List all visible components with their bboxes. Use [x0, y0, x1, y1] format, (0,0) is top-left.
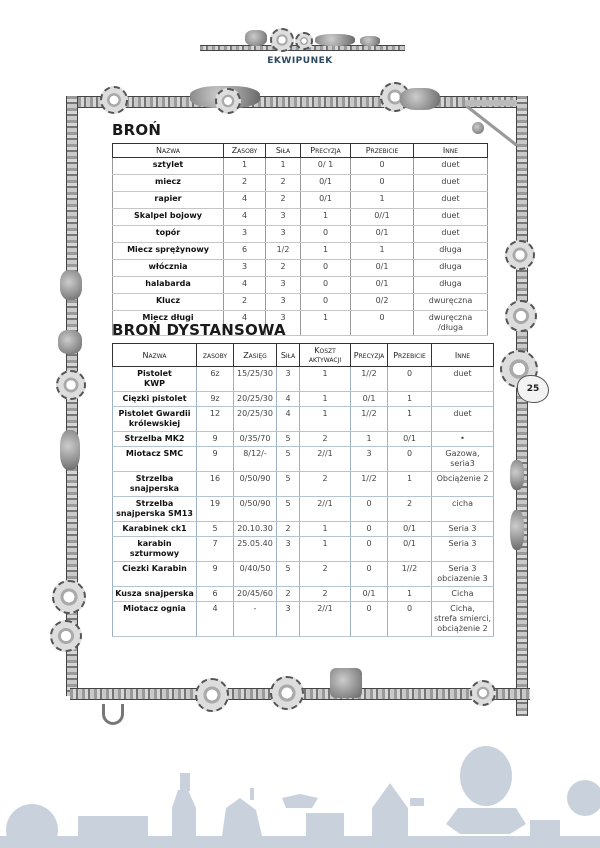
stat-cell: 4 — [224, 209, 266, 226]
stat-cell: Seria 3 — [432, 522, 494, 537]
table-row — [113, 367, 494, 392]
stat-cell: Cicha, strefa smierci, obciążenie 2 — [432, 602, 494, 637]
stat-cell: 0/1 — [301, 192, 351, 209]
table-row — [113, 260, 488, 277]
column-header: Koszt aktywacji — [300, 344, 351, 367]
stat-cell: 4 — [224, 311, 266, 336]
stat-cell: - — [234, 602, 277, 637]
stat-cell: 5 — [277, 562, 300, 587]
stat-cell: 5 — [277, 472, 300, 497]
weapon-name-cell: Pistolet KWP — [113, 367, 197, 392]
stat-cell: 3 — [224, 226, 266, 243]
table-row — [113, 209, 488, 226]
weapon-name-cell: sztylet — [113, 158, 224, 175]
stat-cell: 1 — [300, 522, 351, 537]
stat-cell: 1 — [300, 392, 351, 407]
stat-cell: 1//2 — [388, 562, 432, 587]
stat-cell: 1 — [351, 243, 414, 260]
stat-cell: 4 — [224, 192, 266, 209]
stat-cell: 2 — [266, 260, 301, 277]
stat-cell: Obciążenie 2 — [432, 472, 494, 497]
stat-cell: 3 — [351, 447, 388, 472]
table-row — [113, 522, 494, 537]
stat-cell: 1 — [388, 407, 432, 432]
stat-cell: 3 — [266, 311, 301, 336]
table-row — [113, 602, 494, 637]
stat-cell: 1 — [388, 587, 432, 602]
stat-cell: 9 — [197, 447, 234, 472]
stat-cell: 0/1 — [388, 537, 432, 562]
page-number-badge: 25 — [517, 375, 549, 403]
stat-cell: duet — [414, 175, 488, 192]
ranged-section-title: BROŃ DYSTANSOWA — [112, 321, 286, 339]
stat-cell: 2//1 — [300, 447, 351, 472]
stat-cell: 9z — [197, 392, 234, 407]
table-row — [113, 277, 488, 294]
gear-silhouette — [6, 804, 58, 848]
stat-cell: 0/ 1 — [301, 158, 351, 175]
stat-cell: 0/40/50 — [234, 562, 277, 587]
stat-cell: 0/1 — [301, 175, 351, 192]
weapon-name-cell: Strzelba snajperska — [113, 472, 197, 497]
stat-cell: 2 — [300, 562, 351, 587]
stat-cell: 4 — [277, 407, 300, 432]
table-row — [113, 497, 494, 522]
column-header: Inne — [432, 344, 494, 367]
table-header-row — [113, 144, 488, 158]
table-row — [113, 392, 494, 407]
stat-cell: 1 — [300, 367, 351, 392]
stat-cell: Cicha — [432, 587, 494, 602]
stat-cell: 1/2 — [266, 243, 301, 260]
stat-cell: 5 — [277, 432, 300, 447]
weapon-name-cell: włócznia — [113, 260, 224, 277]
stat-cell: 0/1 — [388, 522, 432, 537]
table-row — [113, 226, 488, 243]
weapon-name-cell: Karabinek ck1 — [113, 522, 197, 537]
stat-cell: 2 — [388, 497, 432, 522]
stat-cell: 3 — [277, 537, 300, 562]
stat-cell: 2 — [266, 175, 301, 192]
column-header: Nazwa — [113, 344, 197, 367]
table-row — [113, 432, 494, 447]
table-row — [113, 472, 494, 497]
stat-cell: 2 — [224, 175, 266, 192]
stat-cell: 1 — [351, 432, 388, 447]
stat-cell: 16 — [197, 472, 234, 497]
stat-cell: 1 — [301, 311, 351, 336]
stat-cell: 0 — [301, 277, 351, 294]
stat-cell: duet — [414, 192, 488, 209]
stat-cell: 0 — [301, 226, 351, 243]
stat-cell: 0/50/90 — [234, 497, 277, 522]
stat-cell: 0/1 — [388, 432, 432, 447]
stat-cell: 2 — [266, 192, 301, 209]
stat-cell: długa — [414, 277, 488, 294]
stat-cell: 4 — [224, 277, 266, 294]
stat-cell: 6 — [197, 587, 234, 602]
stat-cell: 0 — [388, 367, 432, 392]
weapon-name-cell: Ciezki Karabin — [113, 562, 197, 587]
stat-cell: 0 — [351, 175, 414, 192]
table-header-row — [113, 344, 494, 367]
page-header-title: EKWIPUNEK — [267, 56, 333, 66]
stat-cell: dwuręczna /długa — [414, 311, 488, 336]
stat-cell: 19 — [197, 497, 234, 522]
stat-cell: 2 — [300, 587, 351, 602]
weapon-name-cell: Miecz długi — [113, 311, 224, 336]
stat-cell: 0//1 — [351, 209, 414, 226]
weapon-name-cell: miecz — [113, 175, 224, 192]
stat-cell: 3 — [266, 226, 301, 243]
stat-cell: 1 — [388, 472, 432, 497]
stat-cell: 4 — [277, 392, 300, 407]
stat-cell: 1//2 — [351, 472, 388, 497]
stat-cell: 2//1 — [300, 602, 351, 637]
column-header: Siła — [266, 144, 301, 158]
table-row — [113, 243, 488, 260]
stat-cell: długa — [414, 243, 488, 260]
stat-cell: 0/50/90 — [234, 472, 277, 497]
stat-cell: duet — [414, 209, 488, 226]
weapon-name-cell: Miotacz ognia — [113, 602, 197, 637]
stat-cell: 7 — [197, 537, 234, 562]
stat-cell: 0 — [388, 602, 432, 637]
weapon-name-cell: Cięzki pistolet — [113, 392, 197, 407]
stat-cell: 0/1 — [351, 277, 414, 294]
stat-cell: Seria 3 obciazenie 3 — [432, 562, 494, 587]
stat-cell: 3 — [266, 294, 301, 311]
stat-cell: 2 — [224, 294, 266, 311]
stat-cell: 3 — [266, 277, 301, 294]
weapon-name-cell: Miecz sprężynowy — [113, 243, 224, 260]
stat-cell: 1 — [351, 192, 414, 209]
stat-cell: 0 — [301, 260, 351, 277]
stat-cell: 1 — [300, 537, 351, 562]
stat-cell: duet — [432, 367, 494, 392]
weapon-name-cell: Klucz — [113, 294, 224, 311]
stat-cell: długa — [414, 260, 488, 277]
stat-cell: 0 — [351, 158, 414, 175]
stat-cell: 6 — [224, 243, 266, 260]
weapon-name-cell: Pistolet Gwardii królewskiej — [113, 407, 197, 432]
column-header: Precyzja — [301, 144, 351, 158]
table-row — [113, 447, 494, 472]
stat-cell: 20/45/60 — [234, 587, 277, 602]
stat-cell: 0 — [388, 447, 432, 472]
stat-cell: 0/1 — [351, 392, 388, 407]
table-row — [113, 175, 488, 192]
stat-cell: Seria 3 — [432, 537, 494, 562]
stat-cell: 1 — [266, 158, 301, 175]
stat-cell: duet — [432, 407, 494, 432]
stat-cell: 3 — [224, 260, 266, 277]
weapon-name-cell: karabin szturmowy — [113, 537, 197, 562]
table-row — [113, 407, 494, 432]
stat-cell: 2 — [277, 587, 300, 602]
weapon-name-cell: Miotacz SMC — [113, 447, 197, 472]
melee-weapons-table — [112, 143, 488, 336]
column-header: Zasoby — [224, 144, 266, 158]
stat-cell: 3 — [266, 209, 301, 226]
stat-cell: 5 — [277, 497, 300, 522]
stat-cell: 0 — [351, 522, 388, 537]
stat-cell: duet — [414, 226, 488, 243]
weapon-name-cell: Strzelba MK2 — [113, 432, 197, 447]
stat-cell: 8/12/- — [234, 447, 277, 472]
stat-cell: 0/1 — [351, 226, 414, 243]
stat-cell: cicha — [432, 497, 494, 522]
stat-cell: 3 — [277, 602, 300, 637]
weapon-name-cell: topór — [113, 226, 224, 243]
stat-cell: 0 — [351, 602, 388, 637]
stat-cell: 2//1 — [300, 497, 351, 522]
stat-cell: 5 — [197, 522, 234, 537]
stat-cell: 0/1 — [351, 260, 414, 277]
stat-cell: 1 — [224, 158, 266, 175]
stat-cell: 12 — [197, 407, 234, 432]
stat-cell: 25.05.40 — [234, 537, 277, 562]
stat-cell: dwuręczna — [414, 294, 488, 311]
table-row — [113, 587, 494, 602]
stat-cell: • — [432, 432, 494, 447]
stat-cell: duet — [414, 158, 488, 175]
column-header: zasoby — [197, 344, 234, 367]
stat-cell: 1 — [388, 392, 432, 407]
stat-cell: 20/25/30 — [234, 392, 277, 407]
column-header: Zasięg — [234, 344, 277, 367]
weapon-name-cell: Kusza snajperska — [113, 587, 197, 602]
stat-cell: 1//2 — [351, 407, 388, 432]
stat-cell: 0/2 — [351, 294, 414, 311]
melee-section-title: BROŃ — [112, 121, 162, 139]
weapon-name-cell: Strzelba snajperska SM13 — [113, 497, 197, 522]
stat-cell: 0 — [351, 497, 388, 522]
stat-cell: 0 — [351, 311, 414, 336]
stat-cell: 2 — [300, 432, 351, 447]
weapon-name-cell: halabarda — [113, 277, 224, 294]
stat-cell: 2 — [277, 522, 300, 537]
stat-cell: 1 — [301, 209, 351, 226]
stat-cell: 3 — [277, 367, 300, 392]
stat-cell: 1 — [301, 243, 351, 260]
city-skyline-illustration — [0, 738, 600, 848]
stat-cell: 1 — [300, 407, 351, 432]
stat-cell: 20/25/30 — [234, 407, 277, 432]
column-header: Nazwa — [113, 144, 224, 158]
stat-cell — [432, 392, 494, 407]
stat-cell: 9 — [197, 432, 234, 447]
table-row — [113, 294, 488, 311]
column-header: Precyzja — [351, 344, 388, 367]
stat-cell: 1//2 — [351, 367, 388, 392]
table-row — [113, 562, 494, 587]
weapon-name-cell: Skalpel bojowy — [113, 209, 224, 226]
table-row — [113, 192, 488, 209]
stat-cell: Gazowa, seria3 — [432, 447, 494, 472]
stat-cell: 0/1 — [351, 587, 388, 602]
stat-cell: 0 — [301, 294, 351, 311]
stat-cell: 4 — [197, 602, 234, 637]
stat-cell: 0 — [351, 537, 388, 562]
stat-cell: 0 — [351, 562, 388, 587]
column-header: Przebicie — [388, 344, 432, 367]
column-header: Siła — [277, 344, 300, 367]
stat-cell: 9 — [197, 562, 234, 587]
ranged-weapons-table — [112, 343, 494, 637]
stat-cell: 0/35/70 — [234, 432, 277, 447]
stat-cell: 20.10.30 — [234, 522, 277, 537]
table-row — [113, 158, 488, 175]
stat-cell: 5 — [277, 447, 300, 472]
stat-cell: 15/25/30 — [234, 367, 277, 392]
stat-cell: 6z — [197, 367, 234, 392]
column-header: Inne — [414, 144, 488, 158]
stat-cell: 2 — [300, 472, 351, 497]
table-row — [113, 537, 494, 562]
weapon-name-cell: rapier — [113, 192, 224, 209]
column-header: Przebicie — [351, 144, 414, 158]
